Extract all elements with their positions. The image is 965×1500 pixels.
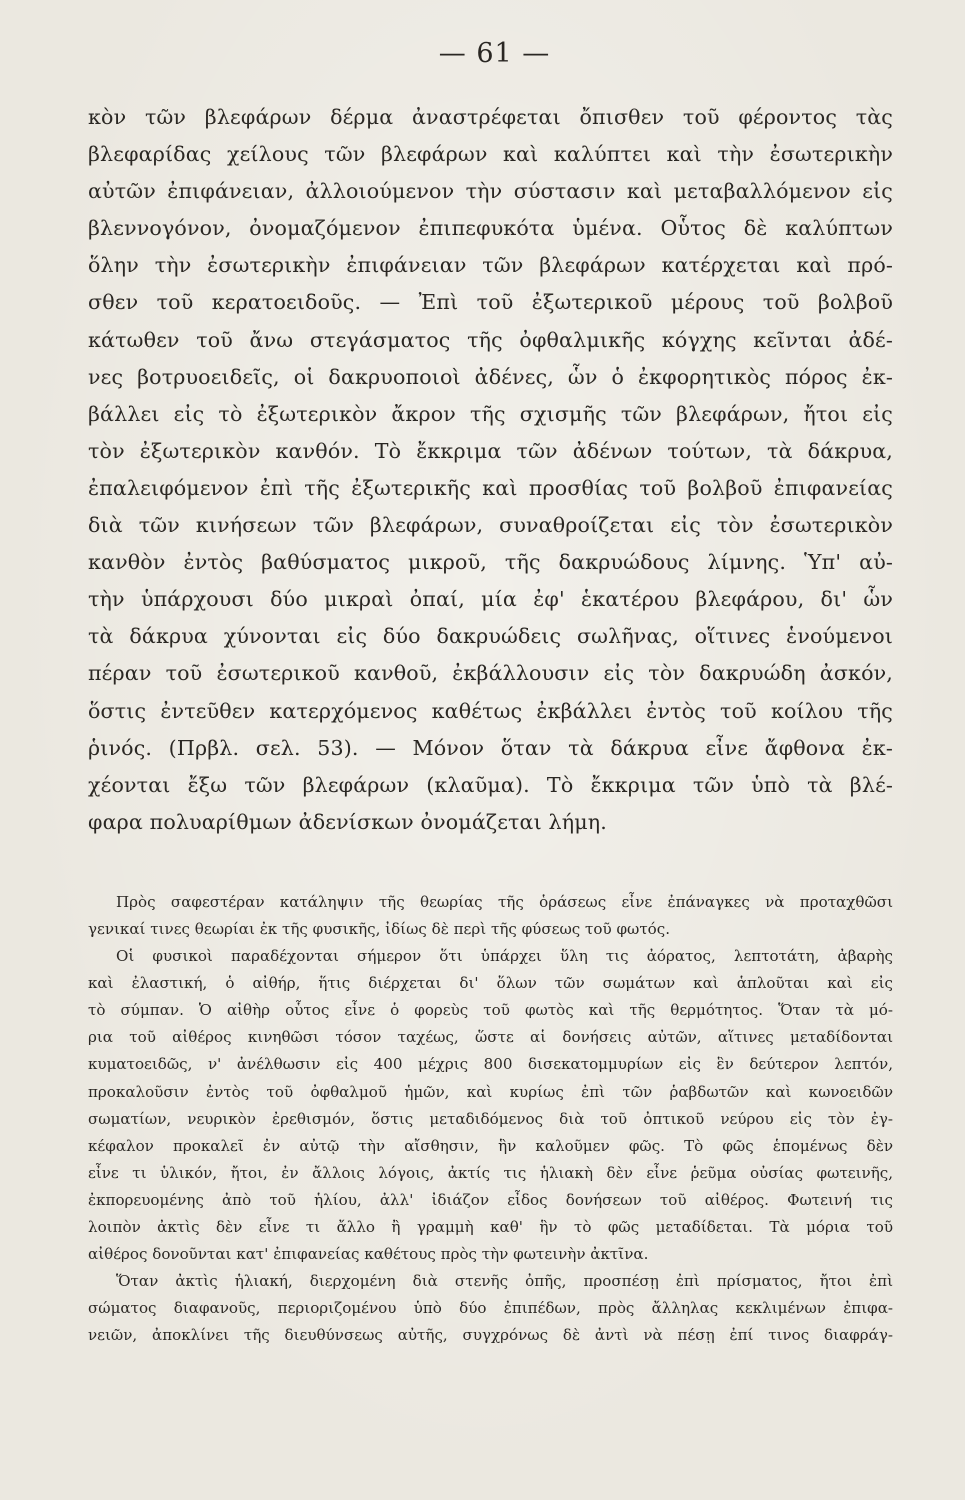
note-line: γενικαί τινες θεωρίαι ἐκ τῆς φυσικῆς, ἰδίως δὲ περὶ τῆς φύσεως τοῦ φωτός. [88, 919, 671, 938]
body-line: ὅλην τὴν ἐσωτερικὴν ἐπιφάνειαν τῶν βλεφάρων κατέρχεται καὶ πρό- [88, 253, 893, 278]
body-line: τὸν ἐξωτερικὸν κανθόν. Τὸ ἔκκριμα τῶν ἀδένων τούτων, τὰ δάκρυα, [88, 438, 893, 463]
body-text [88, 99, 893, 841]
note-line: εἶνε τι ὑλικόν, ἤτοι, ἐν ἄλλοις λόγοις, ἀκτίς τις ἡλιακὴ δὲν εἶνε ῥεῦμα οὐσίας φωτεινῆς, [88, 1163, 893, 1182]
note-line: Οἱ φυσικοὶ παραδέχονται σήμερον ὅτι ὑπάρχει ὕλη τις ἀόρατος, λεπτοτάτη, ἀβαρὴς [116, 947, 893, 966]
note-paragraph [88, 1268, 893, 1349]
body-line: αὐτῶν ἐπιφάνειαν, ἀλλοιούμενον τὴν σύστασιν καὶ μεταβαλλόμενον εἰς [88, 179, 893, 204]
note-line: κέφαλον προκαλεῖ ἐν αὐτῷ τὴν αἴσθησιν, ἣν καλοῦμεν φῶς. Τὸ φῶς ἑπομένως δὲν [88, 1136, 893, 1155]
body-line: φαρα πολυαρίθμων ἀδενίσκων ὀνομάζεται λήμη. [88, 809, 607, 834]
notes-section [88, 889, 893, 1350]
note-line: τὸ σύμπαν. Ὁ αἰθὴρ οὗτος εἶνε ὁ φορεὺς τοῦ φωτὸς καὶ τῆς θερμότητος. Ὅταν τὰ μό- [88, 1001, 893, 1020]
note-line: Πρὸς σαφεστέραν κατάληψιν τῆς θεωρίας τῆς ὁράσεως εἶνε ἐπάναγκες νὰ προταχθῶσι [116, 892, 893, 911]
body-line: τὴν ὑπάρχουσι δύο μικραὶ ὀπαί, μία ἐφ' ἑκατέρου βλεφάρου, δι' ὧν [88, 587, 893, 612]
body-line: βάλλει εἰς τὸ ἐξωτερικὸν ἄκρον τῆς σχισμῆς τῶν βλεφάρων, ἤτοι εἰς [88, 401, 893, 426]
body-line: πέραν τοῦ ἐσωτερικοῦ κανθοῦ, ἐκβάλλουσιν εἰς τὸν δακρυώδη ἀσκόν, [88, 661, 893, 686]
body-line: κὸν τῶν βλεφάρων δέρμα ἀναστρέφεται ὄπισθεν τοῦ φέροντος τὰς [88, 105, 893, 129]
note-line: κυματοειδῶς, ν' ἀνέλθωσιν εἰς 400 μέχρις 800 δισεκατομμυρίων εἰς ἓν δεύτερον λεπτόν, [88, 1055, 893, 1074]
note-line: σωματίων, νευρικὸν ἐρεθισμόν, ὅστις μεταδιδόμενος διὰ τοῦ ὀπτικοῦ νεύρου εἰς τὸν ἐγ- [88, 1109, 893, 1128]
body-line: βλεννογόνον, ὀνομαζόμενον ἐπιπεφυκότα ὑμένα. Οὗτος δὲ καλύπτων [88, 216, 893, 241]
note-line: προκαλοῦσιν ἐντὸς τοῦ ὀφθαλμοῦ ἡμῶν, καὶ κυρίως ἐπὶ τῶν ῥαβδωτῶν καὶ κωνοειδῶν [88, 1082, 893, 1101]
body-line: κανθὸν ἐντὸς βαθύσματος μικροῦ, τῆς δακρυώδους λίμνης. Ὑπ' αὐ- [88, 550, 893, 575]
body-line: σθεν τοῦ κερατοειδοῦς. — Ἐπὶ τοῦ ἐξωτερικοῦ μέρους τοῦ βολβοῦ [88, 290, 893, 315]
note-paragraph [88, 889, 893, 943]
note-line: Ὅταν ἀκτὶς ἡλιακή, διερχομένη διὰ στενῆς ὀπῆς, προσπέσῃ ἐπὶ πρίσματος, ἤτοι ἐπὶ [116, 1272, 893, 1291]
note-line: αἰθέρος δονοῦνται κατ' ἐπιφανείας καθέτους πρὸς τὴν φωτεινὴν ἀκτῖνα. [88, 1245, 649, 1264]
body-line: ὅστις ἐντεῦθεν κατερχόμενος καθέτως ἐκβάλλει ἐντὸς τοῦ κοίλου τῆς [88, 698, 893, 723]
note-line: λοιπὸν ἀκτὶς δὲν εἶνε τι ἄλλο ἢ γραμμὴ καθ' ἣν τὸ φῶς μεταδίδεται. Τὰ μόρια τοῦ [88, 1218, 893, 1236]
body-line: τὰ δάκρυα χύνονται εἰς δύο δακρυώδεις σωλῆνας, οἵτινες ἑνούμενοι [88, 624, 893, 649]
note-line: καὶ ἐλαστική, ὁ αἰθήρ, ἥτις διέρχεται δι' ὅλων τῶν σωμάτων καὶ ἁπλοῦται καὶ εἰς [88, 974, 893, 993]
body-line: χέονται ἔξω τῶν βλεφάρων (κλαῦμα). Τὸ ἔκκριμα τῶν ὑπὸ τὰ βλέ- [88, 772, 893, 797]
body-line: βλεφαρίδας χείλους τῶν βλεφάρων καὶ καλύπτει καὶ τὴν ἐσωτερικὴν [88, 142, 893, 167]
note-paragraph [88, 943, 893, 1268]
note-line: ρια τοῦ αἰθέρος κινηθῶσι τόσον ταχέως, ὥστε αἱ δονήσεις αὐτῶν, αἵτινες μεταδίδονται [88, 1028, 893, 1047]
body-line: κάτωθεν τοῦ ἄνω στεγάσματος τῆς ὀφθαλμικῆς κόγχης κεῖνται ἀδέ- [88, 327, 893, 352]
body-line: νες βοτρυοειδεῖς, οἱ δακρυοποιοὶ ἀδένες, ὧν ὁ ἐκφορητικὸς πόρος ἐκ- [88, 364, 893, 389]
body-line: διὰ τῶν κινήσεων τῶν βλεφάρων, συναθροίζεται εἰς τὸν ἐσωτερικὸν [88, 513, 893, 538]
note-line: νειῶν, ἀποκλίνει τῆς διευθύνσεως αὐτῆς, συγχρόνως δὲ ἀντὶ νὰ πέσῃ ἐπί τινος διαφράγ- [88, 1326, 893, 1345]
page-number: — 61 — [438, 38, 551, 69]
body-line: ῥινός. (Πρβλ. σελ. 53). — Μόνον ὅταν τὰ δάκρυα εἶνε ἄφθονα ἐκ- [88, 735, 893, 760]
note-line: ἐκπορευομένης ἀπὸ τοῦ ἡλίου, ἀλλ' ἰδιάζον εἶδος δονήσεων τοῦ αἰθέρος. Φωτεινή τις [88, 1190, 893, 1209]
body-line: ἐπαλειφόμενον ἐπὶ τῆς ἐξωτερικῆς καὶ προσθίας τοῦ βολβοῦ ἐπιφανείας [88, 475, 893, 500]
note-line: σώματος διαφανοῦς, περιοριζομένου ὑπὸ δύο ἐπιπέδων, πρὸς ἄλληλας κεκλιμένων ἐπιφα- [88, 1299, 893, 1318]
